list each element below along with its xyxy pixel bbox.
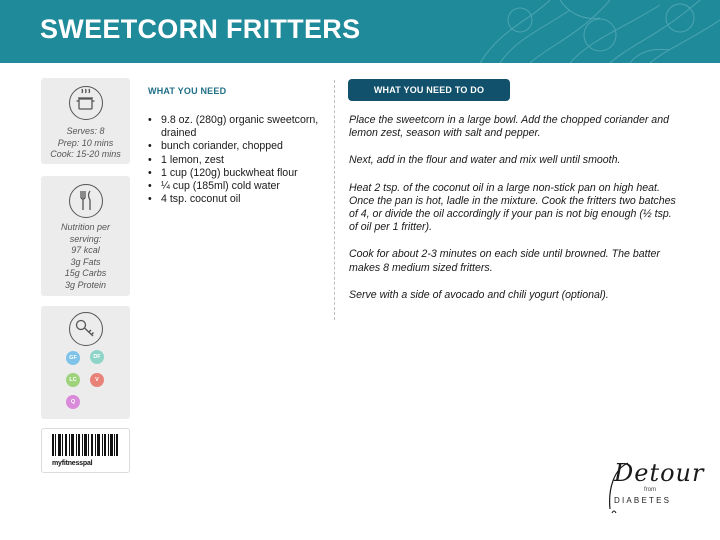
low-carb-badge: LC [66,373,80,387]
nutrition-protein: 3g Protein [64,279,107,290]
ingredient-item: • 1 lemon, zest [147,154,325,167]
ingredients-heading: WHAT YOU NEED [148,86,227,96]
vegan-badge: V [90,373,104,387]
ingredient-item: • ¼ cup (185ml) cold water [147,180,325,193]
method-step: Heat 2 tsp. of the coconut oil in a large non-stick pan on high heat. Once the pan is hot, ladle in the mixture. Cook the fritters two batches of 4, or divide the oil accordingly if your pan is not big enough (½ tsp. of oil per 1 fritter). [349,181,676,234]
key-icon [69,312,103,346]
nutrition-kcal: 97 kcal [71,245,100,255]
diet-key-card [41,306,130,419]
logo-brand: DIABETES [614,496,672,505]
ingredients-list [147,114,325,206]
method-heading: WHAT YOU NEED TO DO [348,79,510,101]
quick-badge: Q [66,395,80,409]
method-step: Cook for about 2-3 minutes on each side until browned. The batter makes 8 medium sized fritters. [349,248,660,274]
method-step: Next, add in the flour and water and mix well until smooth. [349,154,621,167]
nutrition-heading-line-1: Nutrition per [60,222,111,232]
leaf-pattern-decoration [460,0,720,63]
ingredient-item: • 1 cup (120g) buckwheat flour [147,167,325,180]
method-steps [349,114,679,316]
detour-from-diabetes-logo [604,459,705,521]
cook-time-text: Cook: 15-20 mins [50,149,121,159]
nutrition-carbs: 15g Carbs [64,268,107,278]
utensils-icon [69,184,103,218]
ingredient-item: • 4 tsp. coconut oil [147,193,325,206]
method-step: Place the sweetcorn in a large bowl. Add the chopped coriander and lemon zest, season with salt and pepper. [349,114,669,140]
logo-from: from [644,487,656,493]
myfitnesspal-barcode-card[interactable] [41,428,130,473]
column-divider [334,80,335,320]
ingredient-item: • bunch coriander, chopped [147,140,325,153]
myfitnesspal-label: myfitnesspal [52,460,93,467]
cooking-pot-icon [69,86,103,120]
serves-card [41,78,130,164]
nutrition-card [41,176,130,296]
nutrition-heading-line-2: serving: [69,233,102,244]
dairy-free-badge: DF [90,350,104,364]
gluten-free-badge: GF [66,351,80,365]
barcode-icon [52,434,118,456]
header-banner [0,0,720,63]
ingredient-item: • 9.8 oz. (280g) organic sweetcorn, drained [147,114,325,140]
nutrition-fats: 3g Fats [70,256,101,267]
method-step: Serve with a side of avocado and chili yogurt (optional). [349,288,609,301]
page-title: SWEETCORN FRITTERS [40,14,361,44]
prep-time-text: Prep: 10 mins [57,137,114,148]
serves-text: Serves: 8 [66,126,105,136]
logo-word: Detour [614,459,705,487]
